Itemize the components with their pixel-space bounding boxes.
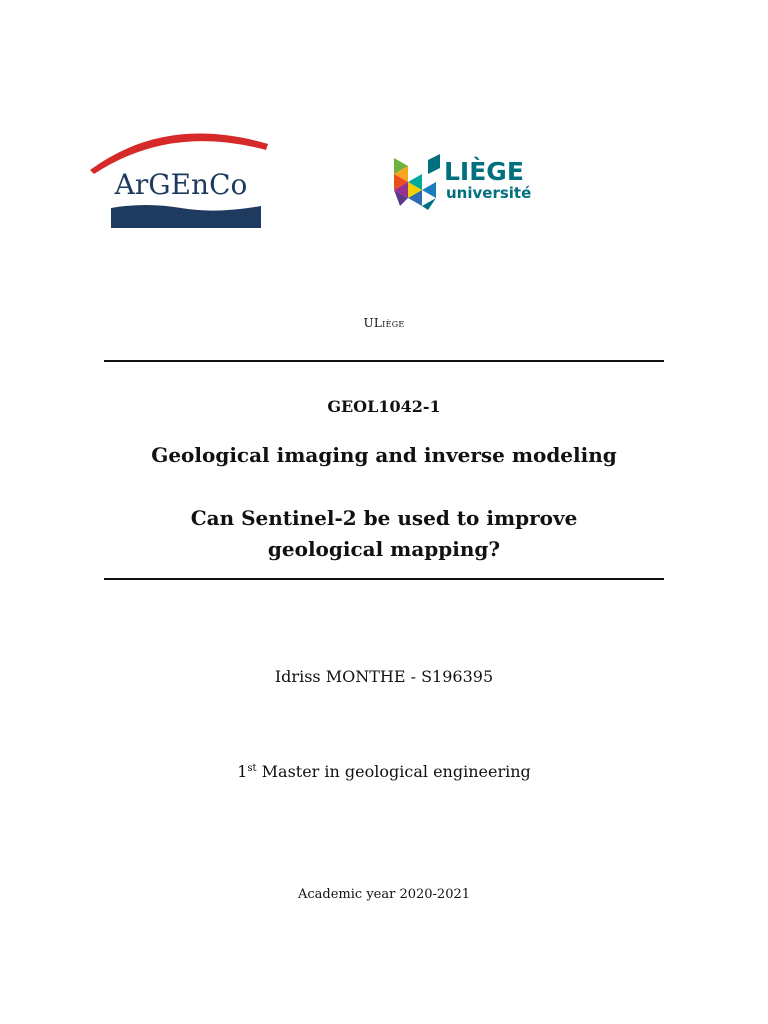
- program-ordinal-number: 1: [237, 762, 248, 781]
- report-question: [0, 503, 768, 565]
- academic-year: Academic year 2020-2021: [297, 887, 471, 902]
- report-question-line2: geological mapping?: [267, 537, 501, 561]
- course-code: GEOL1042-1: [327, 397, 441, 416]
- institution-name: ULiège: [363, 316, 405, 330]
- liege-mosaic-icon: [394, 154, 440, 210]
- program-name: Master in geological engineering: [256, 762, 531, 781]
- program-line: [0, 762, 768, 781]
- liege-universite-logo: [386, 146, 538, 220]
- top-rule: [104, 360, 664, 362]
- liege-logo-line1: LIÈGE: [444, 157, 524, 186]
- argenco-waves: [111, 205, 261, 228]
- liege-logo-line2: université: [446, 184, 532, 202]
- program-ordinal-suffix: st: [247, 763, 257, 774]
- argenco-logo-text: ArGEnCo: [114, 168, 248, 201]
- argenco-logo: [86, 122, 272, 232]
- report-question-line1: Can Sentinel-2 be used to improve: [190, 506, 578, 530]
- course-title: Geological imaging and inverse modeling: [151, 443, 617, 467]
- author-line: Idriss MONTHE - S196395: [274, 667, 494, 686]
- bottom-rule: [104, 578, 664, 580]
